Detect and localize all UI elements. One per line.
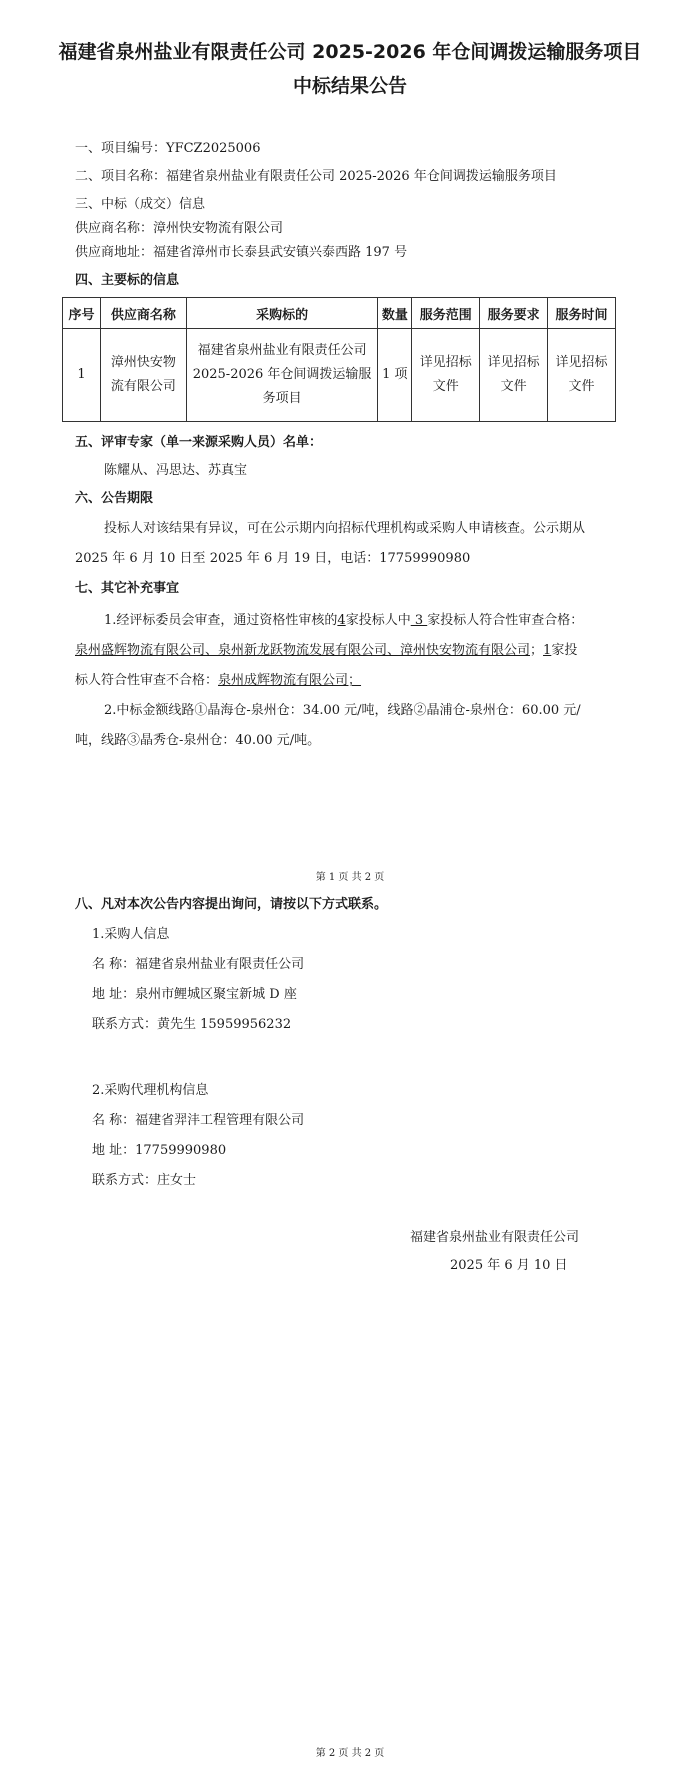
signature-organization: 福建省泉州盐业有限责任公司 <box>410 1230 580 1245</box>
section-notice-period-heading: 六、公告期限 <box>75 491 154 506</box>
header-subject: 采购标的 <box>186 298 378 329</box>
section-supplement-heading: 七、其它补充事宜 <box>75 581 180 596</box>
cell-scope <box>412 329 480 422</box>
buyer-contact: 联系方式：黄先生 15959956232 <box>92 1017 292 1032</box>
project-name: 二、项目名称：福建省泉州盐业有限责任公司 2025-2026 年仓间调拨运输服务项目 <box>75 169 557 184</box>
experts-list: 陈耀从、冯思达、苏真宝 <box>104 463 248 478</box>
header-no: 序号 <box>63 298 101 329</box>
section-main-subject-heading: 四、主要标的信息 <box>75 273 180 288</box>
signature-date: 2025 年 6 月 10 日 <box>450 1258 568 1273</box>
cell-requirement-line1: 详见招标 <box>487 355 540 370</box>
cell-supplier-line2: 流有限公司 <box>110 379 176 394</box>
buyer-name: 名 称：福建省泉州盐业有限责任公司 <box>92 957 305 972</box>
buyer-address: 地 址：泉州市鲤城区聚宝新城 D 座 <box>92 987 297 1002</box>
failed-companies: 泉州成辉物流有限公司； <box>218 673 362 688</box>
supplement-p2-line1: 2.中标金额线路①晶海仓-泉州仓：34.00 元/吨，线路②晶浦仓-泉州仓：60.00 元/ <box>104 703 581 718</box>
passed-companies: 泉州盛辉物流有限公司、泉州新龙跃物流发展有限公司、漳州快安物流有限公司 <box>75 643 531 658</box>
header-scope: 服务范围 <box>412 298 480 329</box>
page-2 <box>0 890 700 1771</box>
supplement-p1-text-e: 家投标人符合性审查合格： <box>427 613 584 628</box>
cell-subject-line2: 2025-2026 年仓间调拨运输服 <box>192 367 372 382</box>
agent-address: 地 址：17759990980 <box>92 1143 227 1158</box>
cell-scope-line1: 详见招标 <box>419 355 472 370</box>
notice-text-line1: 投标人对该结果有异议，可在公示期内向招标代理机构或采购人申请核查。公示期从 <box>104 521 586 536</box>
document-title: 福建省泉州盐业有限责任公司 2025-2026 年仓间调拨运输服务项目 <box>58 41 642 63</box>
award-table <box>62 297 616 422</box>
document-subtitle: 中标结果公告 <box>292 75 407 97</box>
passed-count: 3 <box>410 613 428 628</box>
table-header-row <box>63 298 616 329</box>
section-award-info-heading: 三、中标（成交）信息 <box>75 197 206 212</box>
supplement-p1-line1 <box>104 612 583 630</box>
page-number-2: 第 2 页 共 2 页 <box>315 1748 385 1759</box>
header-time: 服务时间 <box>548 298 616 329</box>
header-supplier: 供应商名称 <box>100 298 186 329</box>
cell-quantity: 1 项 <box>378 329 412 422</box>
header-quantity: 数量 <box>378 298 412 329</box>
supplier-name: 供应商名称：漳州快安物流有限公司 <box>75 221 284 236</box>
cell-subject-line3: 务项目 <box>262 391 302 406</box>
agent-contact: 联系方式：庄女士 <box>92 1173 197 1188</box>
notice-text-line2: 2025 年 6 月 10 日至 2025 年 6 月 19 日，电话：17759990980 <box>75 551 471 566</box>
agent-info-heading: 2.采购代理机构信息 <box>92 1083 209 1098</box>
cell-scope-line2: 文件 <box>432 379 459 394</box>
cell-requirement-line2: 文件 <box>500 379 527 394</box>
supplement-p2-line2: 吨，线路③晶秀仓-泉州仓：40.00 元/吨。 <box>75 733 321 748</box>
header-requirement: 服务要求 <box>480 298 548 329</box>
supplement-p1-text-c: 家投标人中 <box>345 613 411 628</box>
cell-supplier <box>100 329 186 422</box>
cell-no: 1 <box>63 329 101 422</box>
cell-time <box>548 329 616 422</box>
qualified-count: 4 <box>337 613 346 628</box>
page-number-1: 第 1 页 共 2 页 <box>315 872 385 883</box>
table-row <box>63 329 616 422</box>
supplement-p1-separator: ； <box>530 643 544 658</box>
supplement-p1-text-f: 标人符合性审查不合格： <box>75 673 219 688</box>
cell-subject <box>186 329 378 422</box>
cell-supplier-line1: 漳州快安物 <box>110 355 176 370</box>
failed-count: 1 <box>543 643 552 658</box>
supplement-p1-text-a: 1.经评标委员会审查，通过资格性审核的 <box>104 613 338 628</box>
cell-requirement <box>480 329 548 422</box>
supplier-address: 供应商地址：福建省漳州市长泰县武安镇兴泰西路 197 号 <box>75 245 408 260</box>
supplement-p1-text-d: 家投 <box>551 643 578 658</box>
cell-subject-line1: 福建省泉州盐业有限责任公司 <box>197 343 367 358</box>
cell-time-line1: 详见招标 <box>555 355 608 370</box>
section-experts-heading: 五、评审专家（单一来源采购人员）名单： <box>75 435 323 450</box>
project-number: 一、项目编号：YFCZ2025006 <box>75 141 261 156</box>
agent-name: 名 称：福建省羿沣工程管理有限公司 <box>92 1113 305 1128</box>
supplement-p1-line3 <box>75 672 361 690</box>
cell-time-line2: 文件 <box>568 379 595 394</box>
section-contact-heading: 八、凡对本次公告内容提出询问，请按以下方式联系。 <box>75 897 388 912</box>
supplement-p1-line2 <box>75 642 577 660</box>
buyer-info-heading: 1.采购人信息 <box>92 927 170 942</box>
